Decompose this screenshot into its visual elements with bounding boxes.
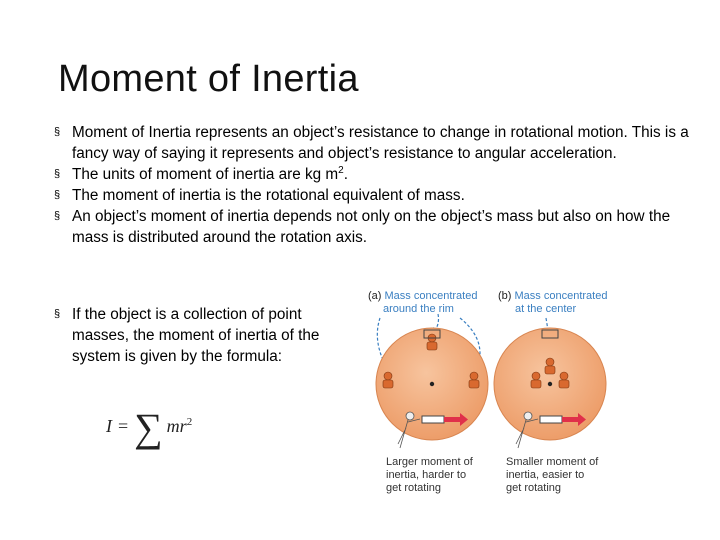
- disk-a-axis: [430, 382, 434, 386]
- bullet-item: [50, 185, 690, 206]
- bullet-text: An object’s moment of inertia depends not only on the object’s mass but also on how the mass is distributed around the rotation axis.: [72, 208, 671, 246]
- caption-b-bottom: [506, 456, 598, 495]
- formula-exponent: 2: [186, 416, 193, 428]
- caption-b-bottom-line3: get rotating: [506, 482, 562, 494]
- inertia-figure: [350, 282, 630, 502]
- bullet-marker: §: [54, 168, 61, 180]
- point-mass-bullet: [50, 304, 320, 367]
- bullet-text: If the object is a collection of point masses, the moment of inertia of the system is given by the formula:: [72, 306, 320, 365]
- bullet-list: [50, 122, 690, 248]
- caption-b-tag: (b): [498, 290, 512, 302]
- caption-a-tag: (a): [368, 290, 382, 302]
- bullet-item: [50, 122, 690, 164]
- caption-b-line2: at the center: [515, 303, 577, 315]
- bullet-marker: §: [54, 189, 61, 201]
- caption-a-line2: around the rim: [383, 303, 454, 315]
- inertia-formula: [106, 404, 192, 451]
- push-bar-b: [540, 416, 562, 423]
- caption-a-bottom-line1: Larger moment of: [386, 456, 473, 468]
- formula-lhs: I: [106, 416, 112, 436]
- slide-title: Moment of Inertia: [58, 58, 359, 100]
- units-superscript: 2: [338, 164, 344, 176]
- caption-b-bottom-line2: inertia, easier to: [506, 469, 585, 481]
- caption-a-bottom-line3: get rotating: [386, 482, 442, 494]
- bullet-item: [50, 164, 690, 185]
- caption-b-line1: Mass concentrated: [514, 290, 608, 302]
- sigma-symbol: ∑: [134, 405, 163, 450]
- bullet-text: Moment of Inertia represents an object’s resistance to change in rotational motion. This is a fancy way of saying it represents and object’s resistance to angular acceleration.: [72, 124, 689, 162]
- formula-term: mr: [166, 416, 187, 436]
- bullet-marker: §: [54, 308, 61, 320]
- bullet-text-end: .: [343, 166, 348, 183]
- bullet-marker: §: [54, 210, 61, 222]
- caption-a-line1: Mass concentrated: [384, 290, 478, 302]
- caption-a-bottom: [386, 456, 473, 495]
- push-bar-a: [422, 416, 444, 423]
- bullet-item: [50, 304, 320, 367]
- bullet-text: The moment of inertia is the rotational equivalent of mass.: [72, 187, 465, 204]
- formula-equals: =: [118, 416, 129, 436]
- caption-a-bottom-line2: inertia, harder to: [386, 469, 467, 481]
- caption-b-bottom-line1: Smaller moment of: [506, 456, 599, 468]
- bullet-text: The units of moment of inertia are kg m: [72, 166, 339, 183]
- bullet-marker: §: [54, 126, 61, 138]
- bullet-item: [50, 206, 690, 248]
- disk-b-axis: [548, 382, 552, 386]
